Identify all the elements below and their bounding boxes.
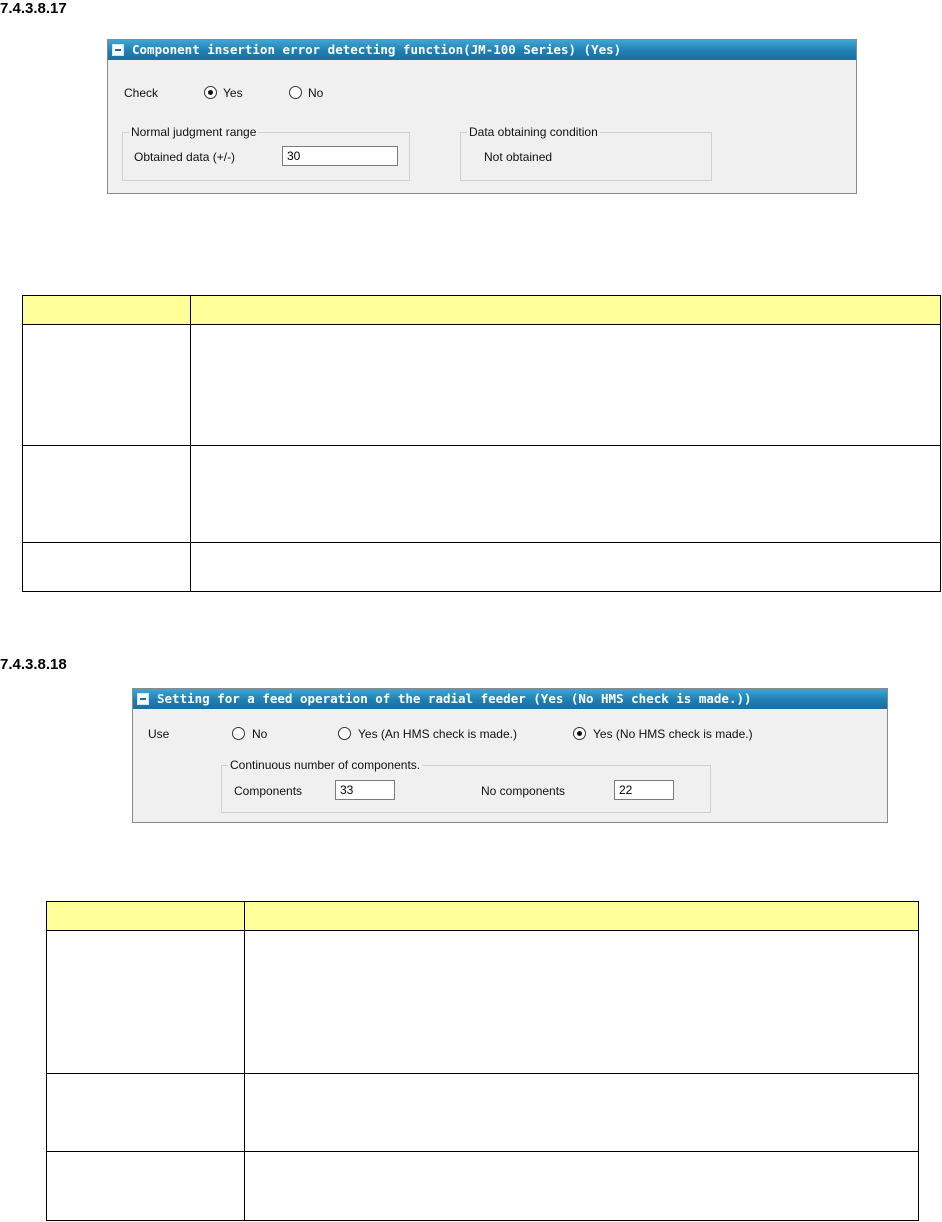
normal-judgment-group <box>122 125 410 181</box>
table-header-cell <box>23 296 191 325</box>
continuous-number-legend: Continuous number of components. <box>230 758 421 772</box>
table-row <box>47 1074 919 1152</box>
panel-titlebar <box>108 40 856 60</box>
table-cell <box>47 1152 245 1221</box>
check-no-label[interactable]: No <box>308 86 324 100</box>
check-no-radio[interactable] <box>289 86 302 99</box>
no-components-label: No components <box>481 784 566 798</box>
use-yes-no-hms-radio[interactable] <box>573 727 586 740</box>
table-row <box>23 543 941 592</box>
table-cell <box>245 1074 919 1152</box>
data-condition-value: Not obtained <box>484 150 553 164</box>
table-header-row <box>47 902 919 931</box>
table-header-cell <box>191 296 941 325</box>
check-yes-label[interactable]: Yes <box>223 86 243 100</box>
table-row <box>47 931 919 1074</box>
components-input[interactable]: 33 <box>335 780 395 800</box>
use-label: Use <box>148 727 170 741</box>
description-table-18 <box>46 901 919 1221</box>
panel-title: Setting for a feed operation of the radial feeder (Yes (No HMS check is made.)) <box>157 691 752 706</box>
use-yes-no-hms-label[interactable]: Yes (No HMS check is made.) <box>593 727 753 741</box>
table-header-cell <box>47 902 245 931</box>
description-table-17 <box>22 295 941 592</box>
use-no-radio[interactable] <box>232 727 245 740</box>
table-cell <box>23 325 191 446</box>
table-header-row <box>23 296 941 325</box>
no-components-input[interactable]: 22 <box>614 780 674 800</box>
panel-title: Component insertion error detecting function(JM-100 Series) (Yes) <box>132 42 622 57</box>
use-no-label[interactable]: No <box>252 727 268 741</box>
check-yes-radio[interactable] <box>204 86 217 99</box>
table-row <box>23 325 941 446</box>
components-label: Components <box>234 784 303 798</box>
obtained-data-label: Obtained data (+/-) <box>134 150 236 164</box>
normal-judgment-legend: Normal judgment range <box>131 125 257 139</box>
table-cell <box>191 543 941 592</box>
table-header-cell <box>245 902 919 931</box>
obtained-data-input[interactable]: 30 <box>282 146 398 166</box>
radial-feeder-panel <box>132 688 888 823</box>
table-row <box>47 1152 919 1221</box>
panel-titlebar <box>133 689 887 709</box>
section-number-17: 7.4.3.8.17 <box>0 0 67 17</box>
table-cell <box>47 1074 245 1152</box>
use-yes-hms-radio[interactable] <box>338 727 351 740</box>
table-cell <box>23 543 191 592</box>
table-cell <box>191 446 941 543</box>
use-yes-hms-label[interactable]: Yes (An HMS check is made.) <box>358 727 517 741</box>
insertion-error-panel <box>107 39 857 194</box>
table-row <box>23 446 941 543</box>
data-condition-group <box>460 125 712 181</box>
table-cell <box>23 446 191 543</box>
continuous-number-group <box>221 758 711 813</box>
collapse-icon[interactable] <box>112 44 124 56</box>
table-cell <box>245 931 919 1074</box>
collapse-icon[interactable] <box>137 693 149 705</box>
data-condition-legend: Data obtaining condition <box>469 125 598 139</box>
section-number-18: 7.4.3.8.18 <box>0 656 67 673</box>
table-cell <box>47 931 245 1074</box>
table-cell <box>191 325 941 446</box>
check-label: Check <box>124 86 159 100</box>
table-cell <box>245 1152 919 1221</box>
